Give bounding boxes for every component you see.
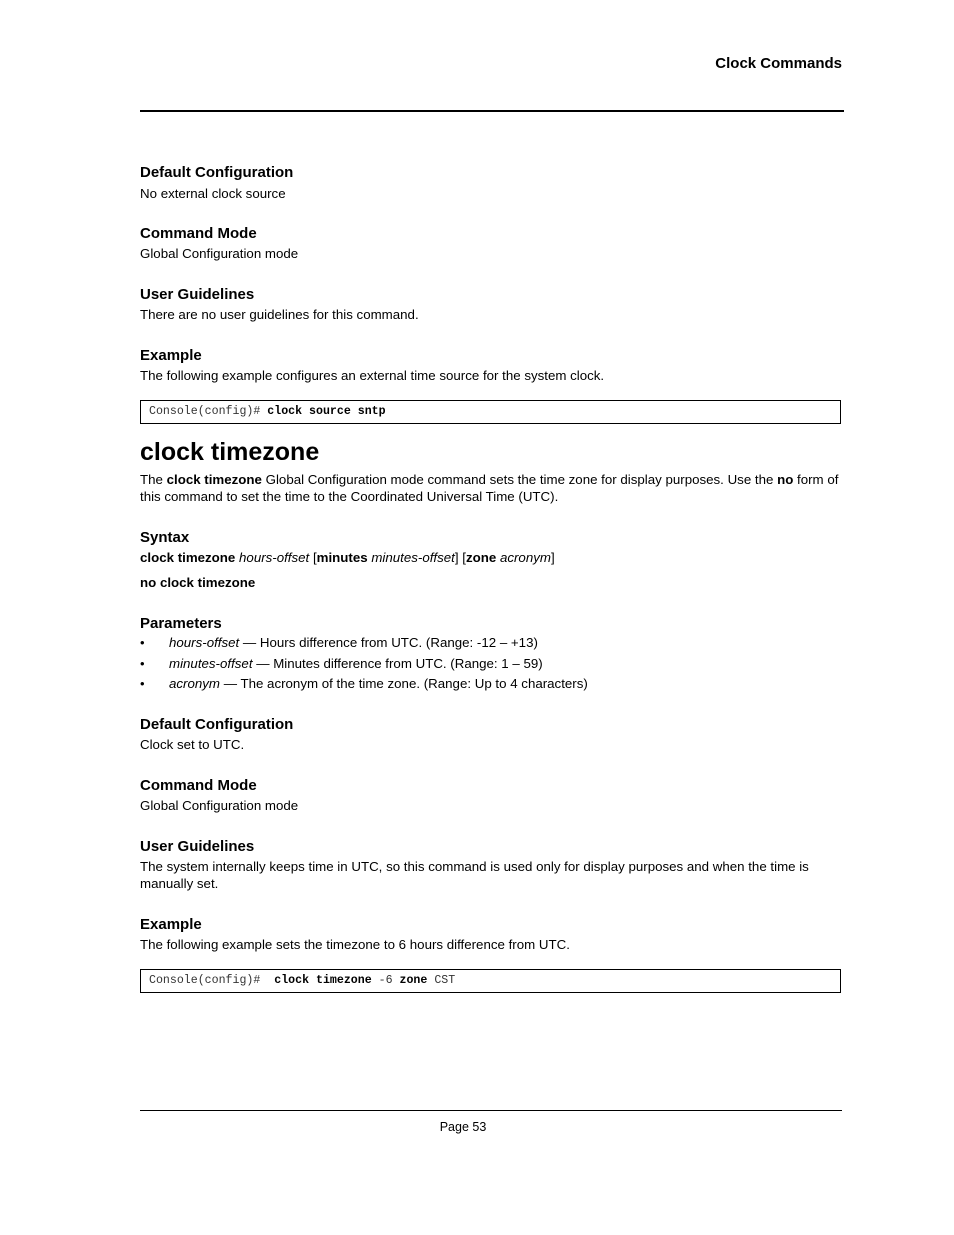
section-title: clock timezone	[140, 438, 320, 466]
syntax-arg: hours-offset	[239, 550, 310, 565]
parameter-name: minutes-offset	[169, 655, 253, 671]
parameter-desc: — Minutes difference from UTC. (Range: 1 – 59)	[252, 655, 543, 671]
code-command: clock timezone	[274, 974, 372, 987]
code-example-box	[140, 969, 841, 993]
user-guidelines-text: There are no user guidelines for this command.	[140, 307, 419, 322]
syntax-keyword: zone	[465, 550, 497, 565]
intro-text: The	[140, 472, 167, 487]
intro-no-keyword: no	[777, 472, 794, 487]
code-keyword: zone	[399, 974, 428, 987]
parameters-heading: Parameters	[140, 615, 222, 632]
page-number: Page 53	[439, 1120, 487, 1134]
default-configuration-text: Clock set to UTC.	[140, 737, 245, 752]
user-guidelines-text: The system internally keeps time in UTC, so this command is used only for display purposes and when the time is manually set.	[140, 859, 809, 891]
syntax-command: clock timezone	[140, 550, 236, 565]
parameter-item	[140, 654, 588, 675]
bullet: •	[140, 635, 145, 650]
code-prompt: Console(config)#	[149, 974, 261, 987]
default-configuration-text: No external clock source	[140, 186, 286, 201]
example-text: The following example sets the timezone to 6 hours difference from UTC.	[140, 937, 570, 952]
default-configuration-heading: Default Configuration	[140, 164, 294, 181]
code-example-box	[140, 400, 841, 424]
command-mode-heading: Command Mode	[140, 225, 257, 242]
code-argument: CST	[434, 974, 456, 987]
syntax-arg: minutes-offset	[371, 550, 455, 565]
code-prompt: Console(config)#	[149, 405, 261, 418]
header-rule	[140, 110, 844, 112]
parameter-item	[140, 633, 588, 654]
syntax-line	[140, 549, 842, 566]
syntax-bracket: ]	[550, 550, 555, 565]
parameter-desc: — The acronym of the time zone. (Range: Up to 4 characters)	[220, 676, 588, 691]
code-argument: -6	[378, 974, 393, 987]
example-heading: Example	[140, 916, 202, 933]
parameter-name: hours-offset	[169, 635, 240, 650]
command-mode-text: Global Configuration mode	[140, 246, 299, 261]
code-command: clock source sntp	[267, 405, 386, 418]
parameters-list	[140, 633, 588, 695]
syntax-heading: Syntax	[140, 529, 190, 546]
bullet: •	[140, 676, 145, 691]
intro-text: Global Configuration mode command sets the time zone for display purposes. Use the	[261, 472, 778, 487]
parameter-name: acronym	[169, 676, 220, 691]
example-heading: Example	[140, 347, 202, 364]
command-mode-heading: Command Mode	[140, 777, 257, 794]
command-mode-text: Global Configuration mode	[140, 798, 299, 813]
syntax-bracket: [	[312, 550, 317, 565]
intro-command-name: clock timezone	[166, 472, 262, 487]
running-header-title: Clock Commands	[715, 55, 842, 72]
default-configuration-heading: Default Configuration	[140, 716, 294, 733]
parameter-item	[140, 674, 588, 695]
syntax-bracket: ] [	[454, 550, 466, 565]
user-guidelines-heading: User Guidelines	[140, 286, 255, 303]
syntax-keyword: minutes	[316, 550, 368, 565]
parameter-desc: — Hours difference from UTC. (Range: -12 – +13)	[239, 635, 538, 650]
intro-text: form of this command to set the time to the Coordinated Universal Time (UTC).	[140, 472, 839, 504]
section-intro	[140, 471, 842, 505]
syntax-no-form: no clock timezone	[140, 575, 256, 590]
user-guidelines-heading: User Guidelines	[140, 838, 255, 855]
example-text: The following example configures an external time source for the system clock.	[140, 368, 605, 383]
footer-rule	[140, 1110, 842, 1111]
bullet: •	[140, 655, 145, 671]
syntax-arg: acronym	[499, 550, 551, 565]
